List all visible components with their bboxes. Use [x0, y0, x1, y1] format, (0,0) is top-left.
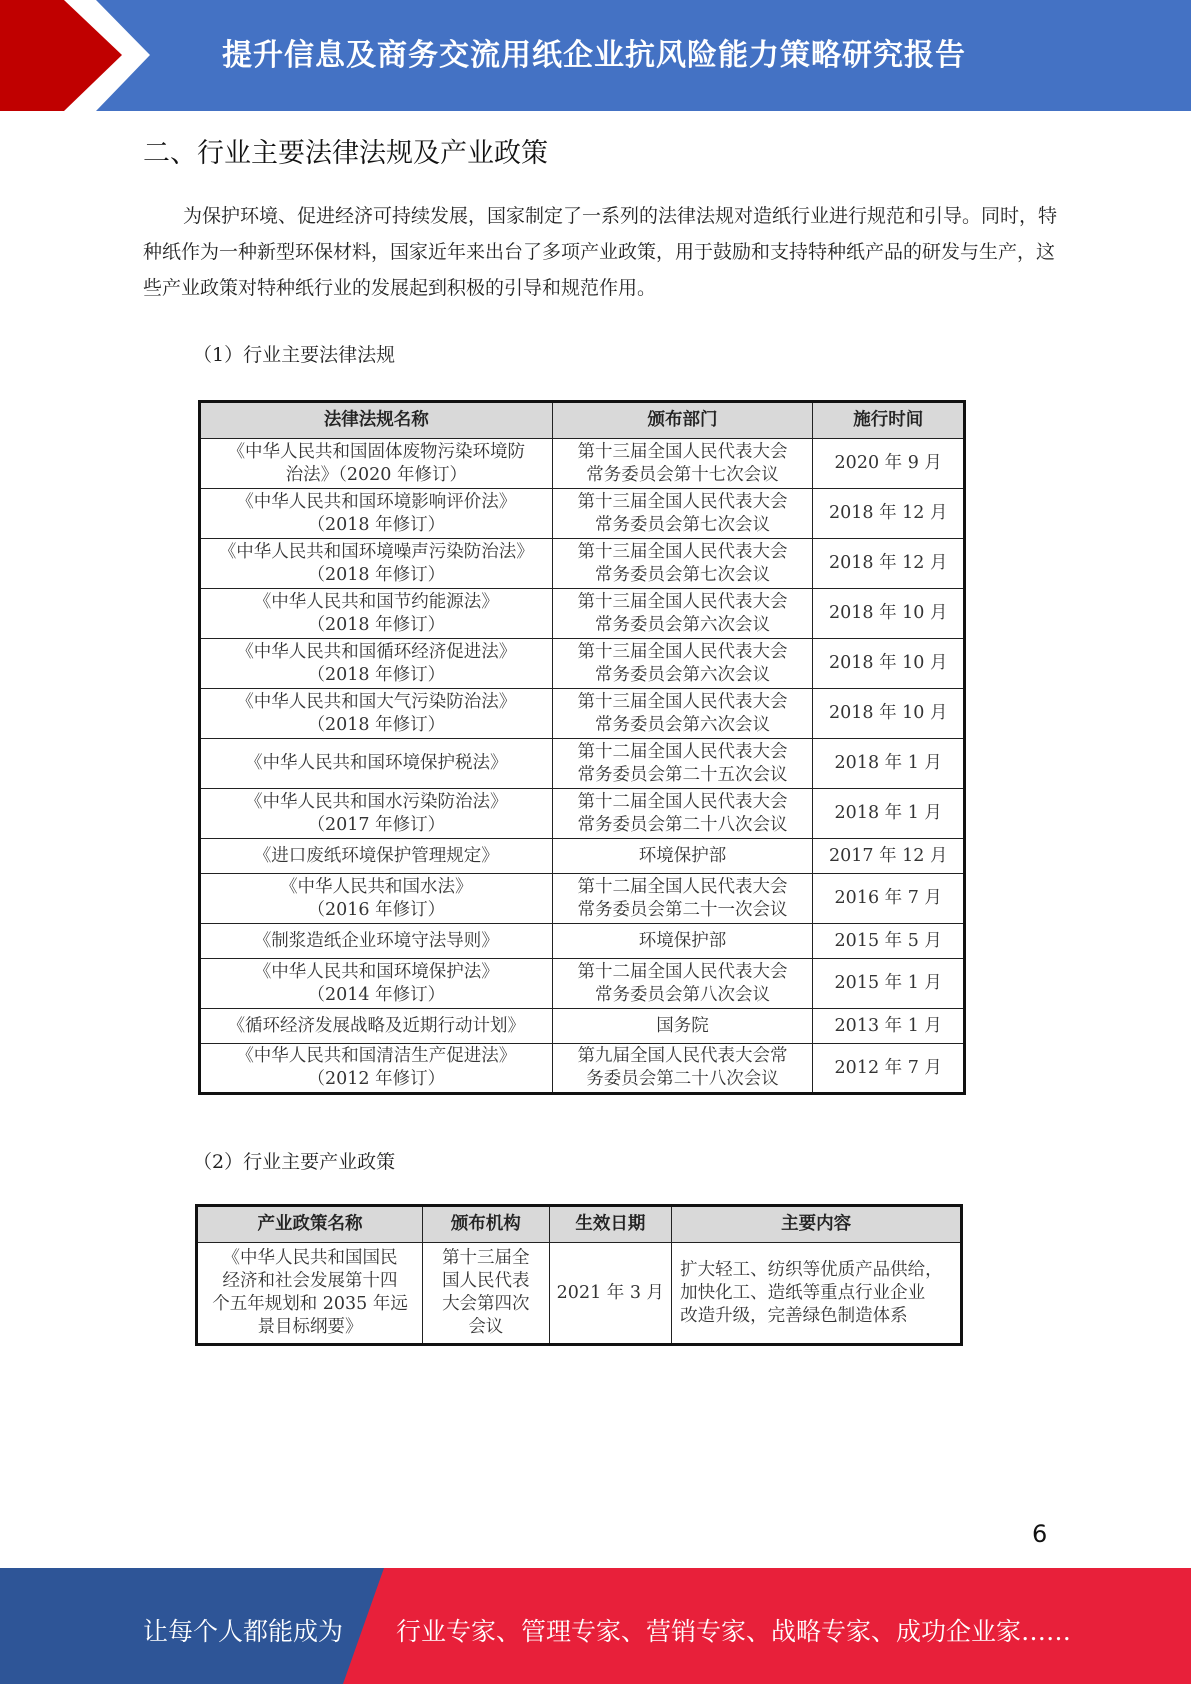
- law-name-line: （2017 年修订）: [307, 814, 446, 835]
- law-name-line: 《中华人民共和国水污染防治法》: [245, 791, 508, 812]
- law-dept-cell: [552, 439, 813, 489]
- law-name-line: 《制浆造纸企业环境守法导则》: [253, 930, 499, 951]
- table-row: [200, 1009, 965, 1044]
- laws-header-name: 法律法规名称: [200, 402, 553, 439]
- law-date-cell: 2017 年 12 月: [813, 839, 965, 874]
- law-name-line: 《中华人民共和国环境影响评价法》: [236, 491, 517, 512]
- table-row: [200, 639, 965, 689]
- table-row: [200, 839, 965, 874]
- policies-table-body: [197, 1243, 962, 1345]
- law-dept-line: 常务委员会第二十五次会议: [577, 764, 788, 785]
- law-dept-cell: [552, 959, 813, 1009]
- laws-table-body: [200, 439, 965, 1094]
- law-name-line: （2012 年修订）: [307, 1069, 446, 1089]
- table-row: [200, 539, 965, 589]
- law-date-cell: 2013 年 1 月: [813, 1009, 965, 1044]
- law-name-line: （2018 年修订）: [307, 664, 446, 685]
- law-name-cell: [200, 489, 553, 539]
- table-row: [200, 689, 965, 739]
- table-row: [200, 589, 965, 639]
- law-name-line: （2016 年修订）: [307, 899, 446, 920]
- law-dept-line: 第十三届全国人民代表大会: [577, 591, 788, 612]
- table-row: [200, 959, 965, 1009]
- law-name-cell: [200, 539, 553, 589]
- law-name-cell: [200, 874, 553, 924]
- table-row: [197, 1243, 962, 1345]
- law-name-cell: [200, 689, 553, 739]
- law-name-line: 《中华人民共和国环境保护法》: [253, 961, 499, 982]
- law-dept-line: 常务委员会第六次会议: [595, 664, 771, 685]
- law-name-cell: [200, 789, 553, 839]
- table-row: [200, 739, 965, 789]
- law-name-line: 《进口废纸环境保护管理规定》: [253, 845, 499, 866]
- policy-org-line: 会议: [468, 1317, 504, 1337]
- table-row: [200, 1044, 965, 1094]
- policies-header-org: 颁布机构: [423, 1206, 549, 1243]
- policy-date-cell: 2021 年 3 月: [549, 1243, 672, 1345]
- law-dept-line: 第十三届全国人民代表大会: [577, 541, 788, 562]
- table-row: [200, 789, 965, 839]
- law-dept-line: 常务委员会第二十一次会议: [577, 899, 788, 920]
- law-dept-line: 国务院: [656, 1015, 709, 1036]
- law-date-cell: 2016 年 7 月: [813, 874, 965, 924]
- law-dept-cell: [552, 789, 813, 839]
- law-dept-cell: [552, 1044, 813, 1094]
- law-dept-line: 第十二届全国人民代表大会: [577, 741, 788, 762]
- law-dept-cell: [552, 739, 813, 789]
- policy-content-cell: [672, 1243, 962, 1345]
- policy-org-line: 大会第四次: [442, 1294, 530, 1314]
- footer-slogan-left: 让每个人都能成为: [143, 1617, 344, 1646]
- law-date-cell: 2020 年 9 月: [813, 439, 965, 489]
- policies-header-content: 主要内容: [672, 1206, 962, 1243]
- law-name-line: （2018 年修订）: [307, 714, 446, 735]
- law-dept-cell: [552, 489, 813, 539]
- policy-content-line: 改造升级，完善绿色制造体系: [680, 1305, 908, 1326]
- policies-header-date: 生效日期: [549, 1206, 672, 1243]
- law-date-cell: 2018 年 12 月: [813, 489, 965, 539]
- law-name-cell: [200, 639, 553, 689]
- law-dept-line: 第十二届全国人民代表大会: [577, 791, 788, 812]
- page-header: [0, 0, 1191, 111]
- table-row: [200, 489, 965, 539]
- law-name-line: 《中华人民共和国循环经济促进法》: [236, 641, 517, 662]
- law-dept-line: 第九届全国人民代表大会常: [577, 1046, 788, 1066]
- policy-org-line: 国人民代表: [442, 1271, 530, 1291]
- policy-content-line: 扩大轻工、纺织等优质产品供给，: [680, 1259, 943, 1280]
- policy-name-line: 个五年规划和 2035 年远: [212, 1294, 408, 1314]
- law-dept-line: 第十三届全国人民代表大会: [577, 441, 788, 462]
- intro-paragraph: [143, 198, 1063, 306]
- law-dept-line: 第十三届全国人民代表大会: [577, 491, 788, 512]
- law-dept-cell: [552, 589, 813, 639]
- law-name-cell: [200, 1009, 553, 1044]
- footer-slogan-right: 行业专家、管理专家、营销专家、战略专家、成功企业家……: [396, 1617, 1072, 1646]
- header-chevron-logo: [0, 0, 150, 111]
- law-dept-line: 常务委员会第十七次会议: [586, 464, 779, 485]
- policy-name-line: 《中华人民共和国国民: [222, 1248, 398, 1268]
- law-name-line: 《中华人民共和国环境噪声污染防治法》: [218, 541, 534, 562]
- law-dept-line: 环境保护部: [638, 845, 727, 866]
- law-name-line: （2018 年修订）: [307, 514, 446, 535]
- policy-name-cell: [197, 1243, 423, 1345]
- law-name-line: 治法》（2020 年修订）: [285, 464, 467, 485]
- law-date-cell: 2012 年 7 月: [813, 1044, 965, 1094]
- laws-subtitle: （1）行业主要法律法规: [193, 344, 396, 366]
- table-row: [200, 874, 965, 924]
- laws-table: [198, 400, 966, 1095]
- law-dept-line: 第十二届全国人民代表大会: [577, 961, 788, 982]
- law-dept-line: 常务委员会第六次会议: [595, 714, 771, 735]
- law-date-cell: 2018 年 12 月: [813, 539, 965, 589]
- law-dept-line: 第十二届全国人民代表大会: [577, 876, 788, 897]
- law-dept-cell: [552, 874, 813, 924]
- law-name-line: （2018 年修订）: [307, 614, 446, 635]
- law-date-cell: 2018 年 10 月: [813, 639, 965, 689]
- law-dept-line: 第十三届全国人民代表大会: [577, 641, 788, 662]
- policy-name-line: 景目标纲要》: [257, 1317, 363, 1337]
- law-name-cell: [200, 924, 553, 959]
- law-name-cell: [200, 959, 553, 1009]
- policy-name-line: 经济和社会发展第十四: [222, 1271, 398, 1291]
- law-dept-line: 常务委员会第八次会议: [595, 984, 771, 1005]
- page-number: 6: [1032, 1520, 1048, 1548]
- law-name-line: 《中华人民共和国固体废物污染环境防: [227, 441, 526, 462]
- law-date-cell: 2015 年 1 月: [813, 959, 965, 1009]
- law-name-line: 《中华人民共和国水法》: [280, 876, 473, 897]
- law-name-line: 《中华人民共和国大气污染防治法》: [236, 691, 517, 712]
- policies-subtitle: （2）行业主要产业政策: [193, 1151, 396, 1173]
- laws-table-header-row: [200, 402, 965, 439]
- law-date-cell: 2015 年 5 月: [813, 924, 965, 959]
- intro-paragraph-text: 为保护环境、促进经济可持续发展，国家制定了一系列的法律法规对造纸行业进行规范和引导。同时，特种纸作为一种新型环保材料，国家近年来出台了多项产业政策，用于鼓励和支持特种纸产品的研发与生产，这些产业政策对特种纸行业的发展起到积极的引导和规范作用。: [143, 205, 1058, 299]
- law-dept-cell: [552, 1009, 813, 1044]
- law-name-line: （2014 年修订）: [307, 984, 446, 1005]
- law-dept-line: 第十三届全国人民代表大会: [577, 691, 788, 712]
- report-title: 提升信息及商务交流用纸企业抗风险能力策略研究报告: [222, 38, 966, 73]
- table-row: [200, 439, 965, 489]
- law-dept-cell: [552, 539, 813, 589]
- law-dept-cell: [552, 924, 813, 959]
- law-dept-line: 常务委员会第六次会议: [595, 614, 771, 635]
- law-dept-cell: [552, 689, 813, 739]
- table-row: [200, 924, 965, 959]
- policies-table-header-row: [197, 1206, 962, 1243]
- law-name-cell: [200, 439, 553, 489]
- law-name-line: 《中华人民共和国节约能源法》: [253, 591, 499, 612]
- law-dept-line: 务委员会第二十八次会议: [586, 1069, 779, 1089]
- policies-header-name: 产业政策名称: [197, 1206, 423, 1243]
- law-name-line: （2018 年修订）: [307, 564, 446, 585]
- policies-table: [195, 1204, 963, 1346]
- law-name-cell: [200, 1044, 553, 1094]
- law-date-cell: 2018 年 10 月: [813, 589, 965, 639]
- policy-content-line: 加快化工、造纸等重点行业企业: [680, 1282, 926, 1303]
- law-name-line: 《中华人民共和国清洁生产促进法》: [236, 1046, 517, 1066]
- law-dept-line: 环境保护部: [638, 930, 727, 951]
- law-date-cell: 2018 年 10 月: [813, 689, 965, 739]
- section-title: 二、行业主要法律法规及产业政策: [143, 138, 548, 169]
- law-name-line: 《中华人民共和国环境保护税法》: [245, 753, 508, 773]
- law-name-cell: [200, 589, 553, 639]
- policy-org-cell: [423, 1243, 549, 1345]
- law-dept-line: 常务委员会第二十八次会议: [577, 814, 788, 835]
- law-date-cell: 2018 年 1 月: [813, 739, 965, 789]
- law-dept-line: 常务委员会第七次会议: [595, 514, 771, 535]
- law-name-line: 《循环经济发展战略及近期行动计划》: [227, 1015, 526, 1036]
- law-dept-cell: [552, 839, 813, 874]
- law-name-cell: [200, 739, 553, 789]
- law-name-cell: [200, 839, 553, 874]
- laws-header-dept: 颁布部门: [552, 402, 813, 439]
- law-dept-line: 常务委员会第七次会议: [595, 564, 771, 585]
- law-date-cell: 2018 年 1 月: [813, 789, 965, 839]
- laws-header-date: 施行时间: [813, 402, 965, 439]
- law-dept-cell: [552, 639, 813, 689]
- policy-org-line: 第十三届全: [442, 1248, 530, 1268]
